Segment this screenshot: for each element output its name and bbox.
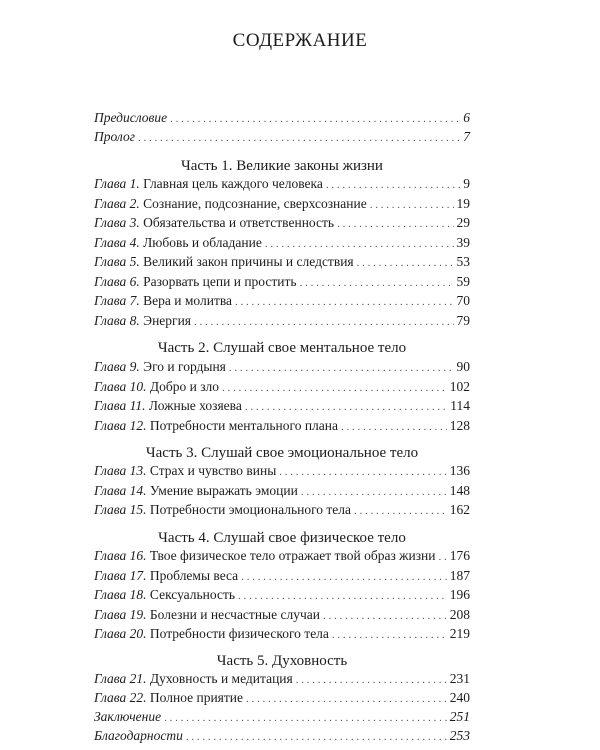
chapter-title: Твое физическое тело отражает твой образ жизни <box>149 548 436 563</box>
chapter-title: Эго и гордыня <box>143 359 226 374</box>
toc-entry-chapter-17[interactable] <box>94 566 470 585</box>
entry-page: 70 <box>456 293 470 308</box>
toc-entry-chapter-12[interactable] <box>94 416 470 435</box>
chapter-number: Глава 22. <box>94 690 147 705</box>
dot-leader <box>186 728 447 747</box>
part-heading-3: Часть 3. Слушай свое эмоциональное тело <box>145 445 419 461</box>
chapter-number: Глава 12. <box>94 418 147 433</box>
dot-leader <box>439 548 447 567</box>
entry-title: Благодарности <box>94 728 183 743</box>
toc-entry-chapter-22[interactable] <box>94 688 470 707</box>
entry-page: 240 <box>449 690 470 705</box>
dot-leader <box>194 313 453 332</box>
chapter-number: Глава 13. <box>94 463 147 478</box>
toc-entry-chapter-6[interactable] <box>94 272 470 291</box>
chapter-title: Потребности ментального плана <box>149 418 339 433</box>
entry-page: 253 <box>449 728 470 743</box>
chapter-title: Страх и чувство вины <box>149 463 277 478</box>
entry-page: 79 <box>456 313 470 328</box>
toc-entry-chapter-10[interactable] <box>94 377 470 396</box>
chapter-title: Ложные хозяева <box>148 398 242 413</box>
chapter-number: Глава 10. <box>94 379 147 394</box>
chapter-title: Болезни и несчастные случаи <box>149 607 320 622</box>
chapter-number: Глава 3. <box>94 215 140 230</box>
chapter-title: Полное приятие <box>149 690 243 705</box>
toc-entry-chapter-16[interactable] <box>94 546 470 565</box>
chapter-title: Любовь и обладание <box>143 235 262 250</box>
chapter-title: Добро и зло <box>149 379 220 394</box>
dot-leader <box>235 293 453 312</box>
toc-entry-preface[interactable] <box>94 108 470 127</box>
entry-page: 29 <box>456 215 470 230</box>
dot-leader <box>245 398 447 417</box>
toc-entry-chapter-9[interactable] <box>94 357 470 376</box>
page-title: СОДЕРЖАНИЕ <box>232 30 368 51</box>
chapter-title: Умение выражать эмоции <box>149 483 298 498</box>
chapter-number: Глава 7. <box>94 293 140 308</box>
chapter-title: Потребности физического тела <box>149 626 329 641</box>
dot-leader <box>326 176 460 195</box>
dot-leader <box>238 587 447 606</box>
part-heading-5: Часть 5. Духовность <box>216 653 348 669</box>
entry-page: 53 <box>456 254 470 269</box>
chapter-title: Проблемы веса <box>149 568 239 583</box>
dot-leader <box>138 129 460 148</box>
part-heading-4: Часть 4. Слушай свое физическое тело <box>158 530 406 546</box>
dot-leader <box>337 215 453 234</box>
chapter-number: Глава 4. <box>94 235 140 250</box>
toc-entry-chapter-1[interactable] <box>94 174 470 193</box>
chapter-title: Великий закон причины и следствия <box>143 254 354 269</box>
toc-entry-chapter-19[interactable] <box>94 605 470 624</box>
entry-page: 187 <box>449 568 470 583</box>
entry-page: 208 <box>449 607 470 622</box>
chapter-number: Глава 14. <box>94 483 147 498</box>
entry-page: 59 <box>456 274 470 289</box>
toc-entry-prologue[interactable] <box>94 127 470 146</box>
chapter-number: Глава 20. <box>94 626 147 641</box>
dot-leader <box>332 626 447 645</box>
dot-leader <box>354 502 447 521</box>
chapter-title: Энергия <box>143 313 192 328</box>
chapter-number: Глава 15. <box>94 502 147 517</box>
chapter-number: Глава 5. <box>94 254 140 269</box>
toc-entry-chapter-15[interactable] <box>94 500 470 519</box>
entry-page: 136 <box>449 463 470 478</box>
chapter-title: Главная цель каждого человека <box>143 176 323 191</box>
toc-entry-chapter-5[interactable] <box>94 252 470 271</box>
toc-entry-chapter-11[interactable] <box>94 396 470 415</box>
entry-page: 90 <box>456 359 470 374</box>
entry-title: Предисловие <box>94 110 168 125</box>
dot-leader <box>279 463 446 482</box>
chapter-number: Глава 1. <box>94 176 140 191</box>
entry-page: 114 <box>450 398 470 413</box>
chapter-title: Сознание, подсознание, сверхсознание <box>143 196 367 211</box>
entry-page: 7 <box>463 129 470 144</box>
part-heading-2: Часть 2. Слушай свое ментальное тело <box>157 340 407 356</box>
toc-entry-chapter-7[interactable] <box>94 291 470 310</box>
chapter-number: Глава 9. <box>94 359 140 374</box>
entry-page: 19 <box>456 196 470 211</box>
chapter-number: Глава 2. <box>94 196 140 211</box>
entry-title: Пролог <box>94 129 135 144</box>
entry-page: 128 <box>449 418 470 433</box>
toc-entry-chapter-3[interactable] <box>94 213 470 232</box>
chapter-number: Глава 18. <box>94 587 147 602</box>
chapter-number: Глава 17. <box>94 568 147 583</box>
entry-page: 196 <box>449 587 470 602</box>
entry-page: 231 <box>449 671 470 686</box>
toc-entry-chapter-2[interactable] <box>94 194 470 213</box>
entry-page: 148 <box>449 483 470 498</box>
chapter-title: Обязательства и ответственность <box>143 215 335 230</box>
entry-page: 162 <box>449 502 470 517</box>
chapter-number: Глава 16. <box>94 548 147 563</box>
chapter-number: Глава 8. <box>94 313 140 328</box>
toc-entry-acknowledgements[interactable] <box>94 726 470 745</box>
entry-page: 251 <box>449 709 470 724</box>
dot-leader <box>341 418 447 437</box>
part-heading-1: Часть 1. Великие законы жизни <box>181 158 383 174</box>
chapter-number: Глава 11. <box>94 398 146 413</box>
toc-entry-chapter-8[interactable] <box>94 311 470 330</box>
chapter-title: Разорвать цепи и простить <box>143 274 297 289</box>
chapter-title: Духовность и медитация <box>149 671 293 686</box>
toc-entry-chapter-14[interactable] <box>94 481 470 500</box>
entry-page: 39 <box>456 235 470 250</box>
chapter-number: Глава 19. <box>94 607 147 622</box>
entry-page: 219 <box>449 626 470 641</box>
entry-page: 9 <box>463 176 470 191</box>
chapter-number: Глава 21. <box>94 671 147 686</box>
toc-entry-chapter-13[interactable] <box>94 461 470 480</box>
chapter-number: Глава 6. <box>94 274 140 289</box>
toc-entry-chapter-4[interactable] <box>94 233 470 252</box>
dot-leader <box>357 254 454 273</box>
chapter-title: Потребности эмоционального тела <box>149 502 352 517</box>
chapter-title: Вера и молитва <box>143 293 233 308</box>
toc-entry-chapter-20[interactable] <box>94 624 470 643</box>
entry-page: 6 <box>463 110 470 125</box>
entry-page: 102 <box>449 379 470 394</box>
entry-page: 176 <box>449 548 470 563</box>
toc-entry-conclusion[interactable] <box>94 707 470 726</box>
toc-entry-chapter-18[interactable] <box>94 585 470 604</box>
dot-leader <box>229 359 454 378</box>
entry-title: Заключение <box>94 709 162 724</box>
chapter-title: Сексуальность <box>149 587 236 602</box>
toc-entry-chapter-21[interactable] <box>94 669 470 688</box>
